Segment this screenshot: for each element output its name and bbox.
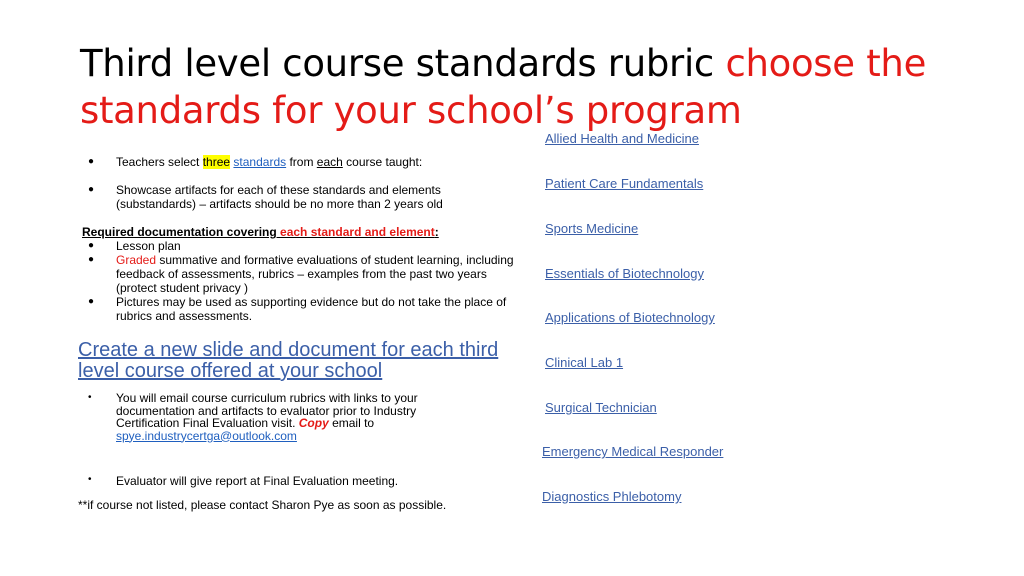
email-link[interactable]: spye.industrycertga@outlook.com <box>116 428 297 443</box>
title-highlight: choose the standards for your school’s program <box>80 42 927 132</box>
standard-link-sports-medicine[interactable]: Sports Medicine <box>545 221 639 236</box>
bullet-icon: ● <box>88 296 95 307</box>
standard-link-allied-health[interactable]: Allied Health and Medicine <box>545 131 699 146</box>
highlighted-three: three <box>202 155 231 169</box>
slide-title <box>80 40 980 134</box>
standards-link[interactable]: standards <box>233 155 287 169</box>
bullet-icon: ● <box>88 184 95 195</box>
list-item: ● Graded summative and formative evaluations of student learning, including feedback of assessments, rubrics – examples from the past two years (protect student privacy ) <box>88 253 514 295</box>
standard-link-phlebotomy[interactable]: Diagnostics Phlebotomy <box>542 489 682 504</box>
instructions-list <box>82 155 522 323</box>
standard-link-emergency-medical[interactable]: Emergency Medical Responder <box>542 444 724 459</box>
standard-link-applications-biotech[interactable]: Applications of Biotechnology <box>545 310 715 325</box>
standard-link-surgical-tech[interactable]: Surgical Technician <box>545 400 657 415</box>
list-item: ● Pictures may be used as supporting evidence but do not take the place of rubrics and assessments. <box>88 295 507 323</box>
bullet-icon: ● <box>88 156 95 167</box>
bullet-icon: ● <box>88 240 95 251</box>
list-item: ● Lesson plan <box>88 239 181 253</box>
evaluator-note <box>82 474 398 488</box>
standard-link-patient-care[interactable]: Patient Care Fundamentals <box>545 176 704 191</box>
bullet-icon: ● <box>88 254 95 265</box>
standard-link-essentials-biotech[interactable]: Essentials of Biotechnology <box>545 266 704 281</box>
title-main: Third level course standards rubric <box>80 42 726 85</box>
create-slide-link[interactable]: Create a new slide and document for each third level course offered at your school <box>78 339 499 382</box>
list-item: • You will email course curriculum rubrics with links to your documentation and artifacts to evaluator prior to Industry Certification Final Evaluation visit. Copy email to spye.industrycertga@outlook.com <box>88 391 418 443</box>
email-instructions <box>82 392 482 442</box>
required-heading: Required documentation covering each standard and element: <box>82 225 439 239</box>
list-item: • Evaluator will give report at Final Evaluation meeting. <box>88 474 399 488</box>
footnote: **if course not listed, please contact Sharon Pye as soon as possible. <box>78 498 447 512</box>
bullet-icon: • <box>88 392 92 403</box>
list-item: ● Showcase artifacts for each of these standards and elements (substandards) – artifacts should be no more than 2 years old <box>88 183 443 211</box>
list-item: ● Teachers select three standards from each course taught: <box>88 155 423 169</box>
bullet-icon: • <box>88 474 92 485</box>
standard-link-clinical-lab[interactable]: Clinical Lab 1 <box>545 355 624 370</box>
